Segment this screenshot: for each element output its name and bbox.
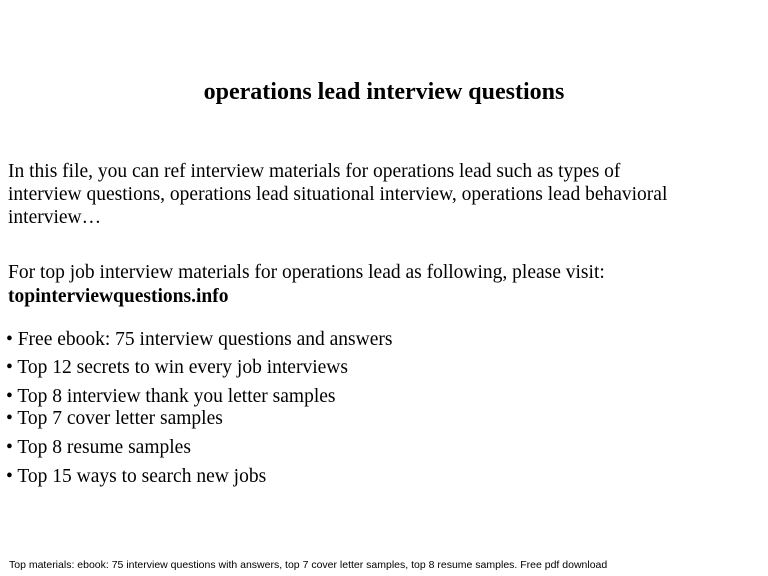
footer-text: Top materials: ebook: 75 interview questions with answers, top 7 cover letter samples, top 8 resume samples. Free pdf download [9,559,608,571]
list-item: • Top 8 interview thank you letter samples [6,386,336,407]
list-item: • Top 12 secrets to win every job interviews [6,357,348,378]
intro-paragraph [8,160,760,229]
intro-line: In this file, you can ref interview materials for operations lead such as types of [8,161,621,182]
list-item: • Free ebook: 75 interview questions and answers [6,329,393,350]
intro-line: interview questions, operations lead situational interview, operations lead behavioral [8,184,668,205]
footer-bar [0,548,768,576]
visit-paragraph [8,261,760,309]
list-item: • Top 8 resume samples [6,437,191,458]
page-title: operations lead interview questions [203,79,565,105]
visit-line: For top job interview materials for operations lead as following, please visit: [8,262,605,283]
site-link[interactable]: topinterviewquestions.info [8,286,229,307]
intro-line: interview… [8,207,102,228]
list-item: • Top 7 cover letter samples [6,408,223,429]
list-item: • Top 15 ways to search new jobs [6,466,267,487]
